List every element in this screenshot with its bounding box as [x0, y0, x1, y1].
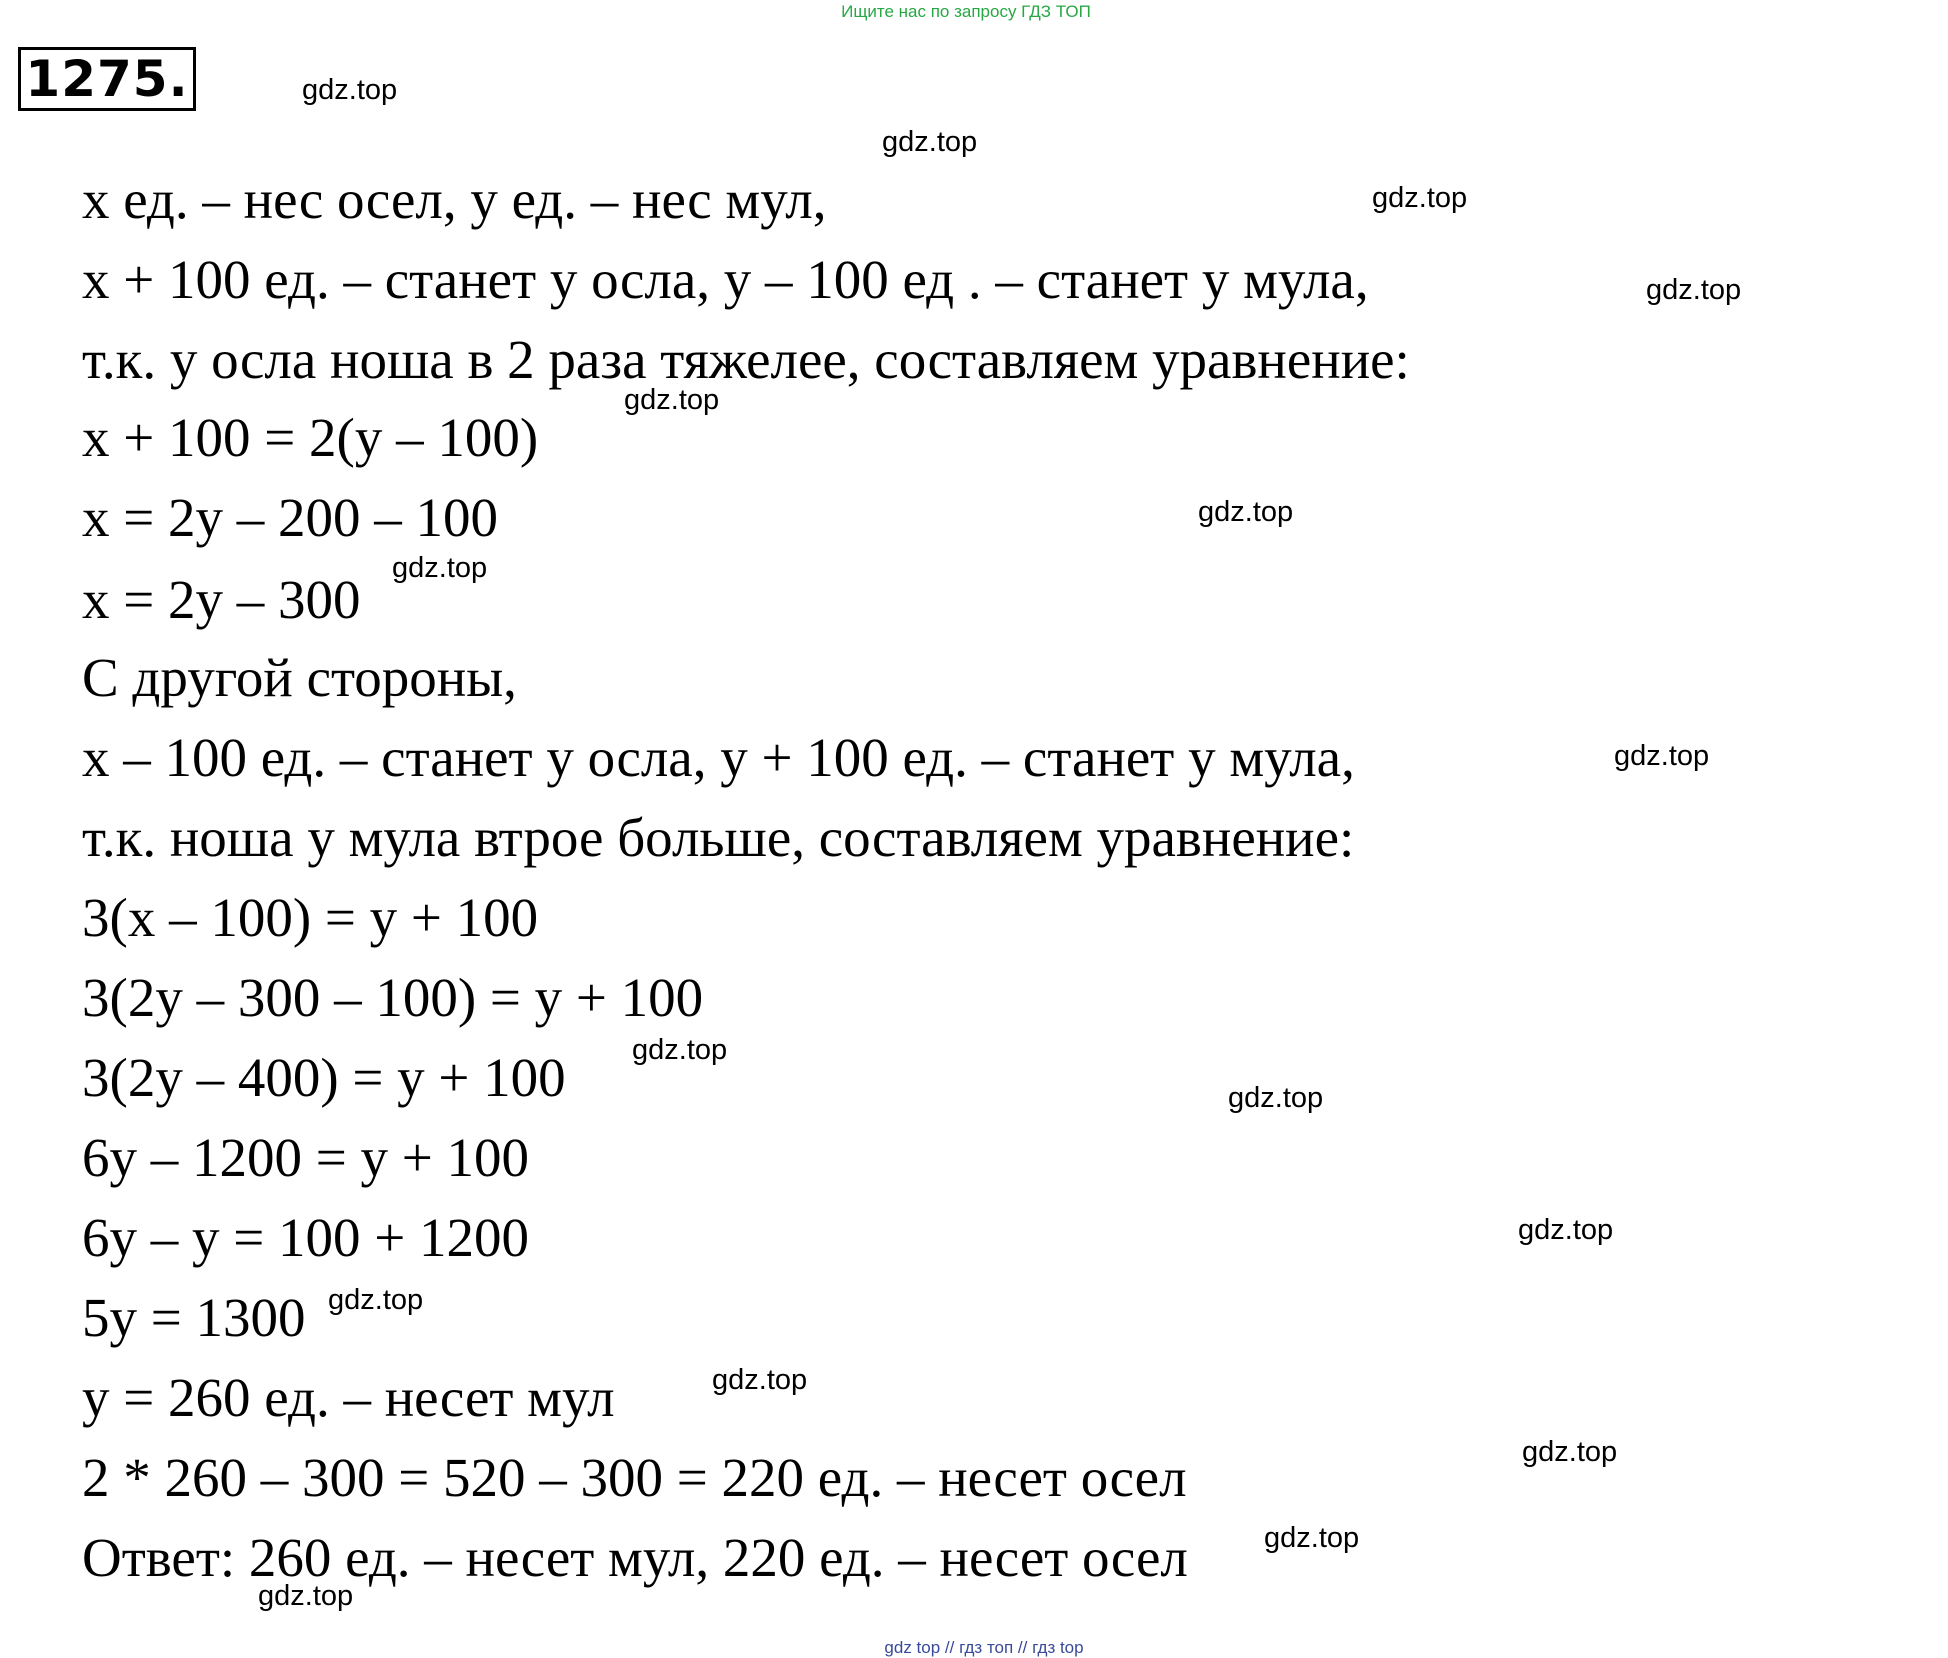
watermark: gdz.top	[1372, 182, 1468, 214]
watermark: gdz.top	[302, 74, 398, 106]
solution-line: х = 2у – 200 – 100	[82, 487, 499, 548]
watermark: gdz.top	[258, 1580, 354, 1612]
solution-line: Ответ: 260 ед. – несет мул, 220 ед. – несет осел	[82, 1527, 1188, 1588]
watermark: gdz.top	[624, 384, 720, 416]
watermark: gdz.top	[1518, 1214, 1614, 1246]
watermark: gdz.top	[882, 126, 978, 158]
solution-line: у = 260 ед. – несет мул	[82, 1367, 615, 1428]
footer-links: gdz top // гдз топ // гдз top	[884, 1638, 1084, 1657]
solution-line: 2 * 260 – 300 = 520 – 300 = 220 ед. – несет осел	[82, 1447, 1187, 1508]
watermark: gdz.top	[1614, 740, 1710, 772]
watermark: gdz.top	[392, 552, 488, 584]
solution-line: т.к. ноша у мула втрое больше, составляем уравнение:	[82, 807, 1355, 868]
solution-line: т.к. у осла ноша в 2 раза тяжелее, составляем уравнение:	[82, 329, 1410, 390]
solution-line: х + 100 = 2(у – 100)	[82, 407, 539, 468]
solution-line: х = 2у – 300	[82, 569, 361, 630]
watermark: gdz.top	[1228, 1082, 1324, 1114]
solution-line: х ед. – нес осел, у ед. – нес мул,	[82, 169, 827, 230]
watermark: gdz.top	[1264, 1522, 1360, 1554]
watermark: gdz.top	[1522, 1436, 1618, 1468]
watermark: gdz.top	[712, 1364, 808, 1396]
watermark: gdz.top	[1646, 274, 1742, 306]
watermark: gdz.top	[328, 1284, 424, 1316]
watermark: gdz.top	[632, 1034, 728, 1066]
watermark: gdz.top	[1198, 496, 1294, 528]
problem-number: 1275.	[18, 47, 196, 111]
solution-line: 3(2у – 300 – 100) = у + 100	[82, 967, 704, 1028]
solution-line: 3(2у – 400) = у + 100	[82, 1047, 566, 1108]
solution-line: С другой стороны,	[82, 647, 517, 708]
solution-line: 6у – у = 100 + 1200	[82, 1207, 530, 1268]
solution-line: х – 100 ед. – станет у осла, у + 100 ед. – станет у мула,	[82, 727, 1355, 788]
top-banner: Ищите нас по запросу ГДЗ ТОП	[841, 2, 1091, 21]
solution-line: х + 100 ед. – станет у осла, у – 100 ед . – станет у мула,	[82, 249, 1369, 310]
solution-line: 6у – 1200 = у + 100	[82, 1127, 530, 1188]
solution-line: 3(х – 100) = у + 100	[82, 887, 539, 948]
solution-line: 5у = 1300	[82, 1287, 306, 1348]
